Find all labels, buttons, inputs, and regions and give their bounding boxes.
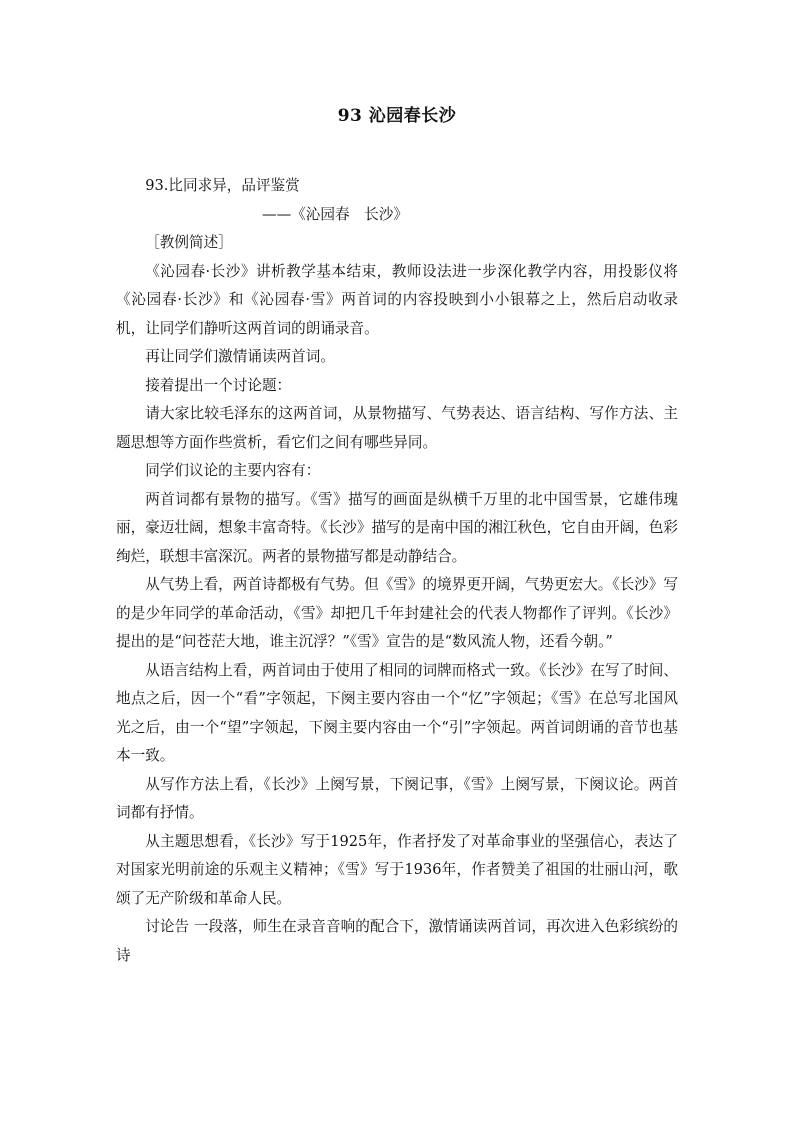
paragraph: 两首词都有景物的描写。《雪》描写的画面是纵横千万里的北中国雪景，它雄伟瑰丽，豪迈壮阔，想象丰富奇特。《长沙》描写的是南中国的湘江秋色，它自由开阔，色彩绚烂，联想丰富深沉。两者的景物描写都是动静结合。 [116,490,678,565]
paragraph: 《沁园春·长沙》讲析教学基本结束，教师设法进一步深化教学内容，用投影仪将《沁园春·长沙》和《沁园春·雪》两首词的内容投映到小小银幕之上，然后启动收录机，让同学们静听这两首词的朗诵录音。 [116,262,678,337]
page-title: 93 沁园春长沙 [337,106,457,126]
paragraph: 从主题思想看，《长沙》写于1925年，作者抒发了对革命事业的坚强信心，表达了对国家光明前途的乐观主义精神；《雪》写于1936年，作者赞美了祖国的壮丽山河，歌颂了无产阶级和革命人民。 [116,832,678,907]
paragraph: 同学们议论的主要内容有： [145,462,321,479]
paragraph: 请大家比较毛泽东的这两首词，从景物描写、气势表达、语言结构、写作方法、主题思想等方面作些赏析，看它们之间有哪些异同。 [116,405,678,451]
paragraph: 讨论告 一段落，师生在录音音响的配合下，激情诵读两首词，再次进入色彩缤纷的诗 [116,918,678,964]
paragraph: 接着提出一个讨论题： [145,376,292,394]
section-heading: 93.比同求异，品评鉴赏 [145,177,300,194]
paragraph: 再让同学们激情诵读两首词。 [145,348,335,365]
document-body [116,172,678,970]
paragraph: 从气势上看，两首诗都极有气势。但《雪》的境界更开阔，气势更宏大。《长沙》写的是少年同学的革命活动，《雪》却把几千年封建社会的代表人物都作了评判。《长沙》提出的是“问苍茫大地，谁主沉浮？”《雪》宣告的是“数风流人物，还看今朝。” [116,576,678,650]
section-subtitle: ——《沁园春 长沙》 [262,205,408,223]
case-summary-label: ［教例简述］ [145,234,233,251]
paragraph: 从语言结构上看，两首词由于使用了相同的词牌而格式一致。《长沙》在写了时间、地点之后，因一个“看”字领起，下阕主要内容由一个“忆”字领起；《雪》在总写北国风光之后，由一个“望”字领起，下阕主要内容由一个“引”字领起。两首词朗诵的音节也基本一致。 [116,661,678,764]
paragraph: 从写作方法上看，《长沙》上阕写景，下阕记事，《雪》上阕写景，下阕议论。两首词都有抒情。 [116,775,678,821]
